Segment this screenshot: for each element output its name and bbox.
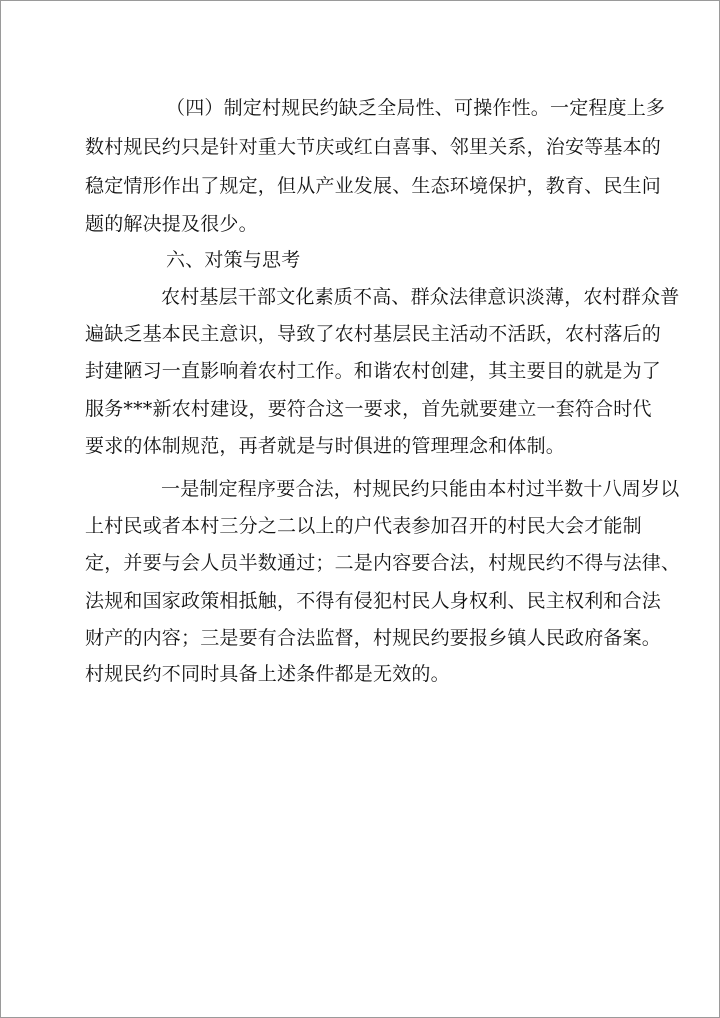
paragraph-1-line-1: 农村基层干部文化素质不高、群众法律意识淡薄，农村群众普 <box>161 286 680 308</box>
section-4-line-1: （四）制定村规民约缺乏全局性、可操作性。一定程度上多 <box>166 97 666 119</box>
section-4-line-3: 稳定情形作出了规定，但从产业发展、生态环境保护，教育、民生问 <box>85 175 662 197</box>
paragraph-2-line-2: 上村民或者本村三分之二以上的户代表参加召开的村民大会才能制 <box>85 515 642 537</box>
paragraph-2-line-5: 财产的内容；三是要有合法监督，村规民约要报乡镇人民政府备案。 <box>85 627 662 649</box>
paragraph-2-line-1: 一是制定程序要合法，村规民约只能由本村过半数十八周岁以 <box>161 478 680 500</box>
paragraph-1-line-5: 要求的体制规范，再者就是与时俱进的管理理念和体制。 <box>85 435 566 457</box>
section-4-line-4: 题的解决提及很少。 <box>85 213 258 235</box>
section-4-line-2: 数村规民约只是针对重大节庆或红白喜事、邻里关系，治安等基本的 <box>85 136 662 158</box>
paragraph-1-line-3: 封建陋习一直影响着农村工作。和谐农村创建，其主要目的就是为了 <box>85 360 662 382</box>
paragraph-1-line-2: 遍缺乏基本民主意识，导致了农村基层民主活动不活跃，农村落后的 <box>85 323 662 345</box>
paragraph-2-line-6: 村规民约不同时具备上述条件都是无效的。 <box>85 663 450 685</box>
paragraph-1-line-4: 服务***新农村建设，要符合这一要求，首先就要建立一套符合时代 <box>85 398 652 420</box>
section-6-heading: 六、对策与思考 <box>166 249 301 271</box>
paragraph-2-line-3: 定，并要与会人员半数通过；二是内容要合法，村规民约不得与法律、 <box>85 552 681 574</box>
paragraph-2-line-4: 法规和国家政策相抵触，不得有侵犯村民人身权利、民主权利和合法 <box>85 590 662 612</box>
